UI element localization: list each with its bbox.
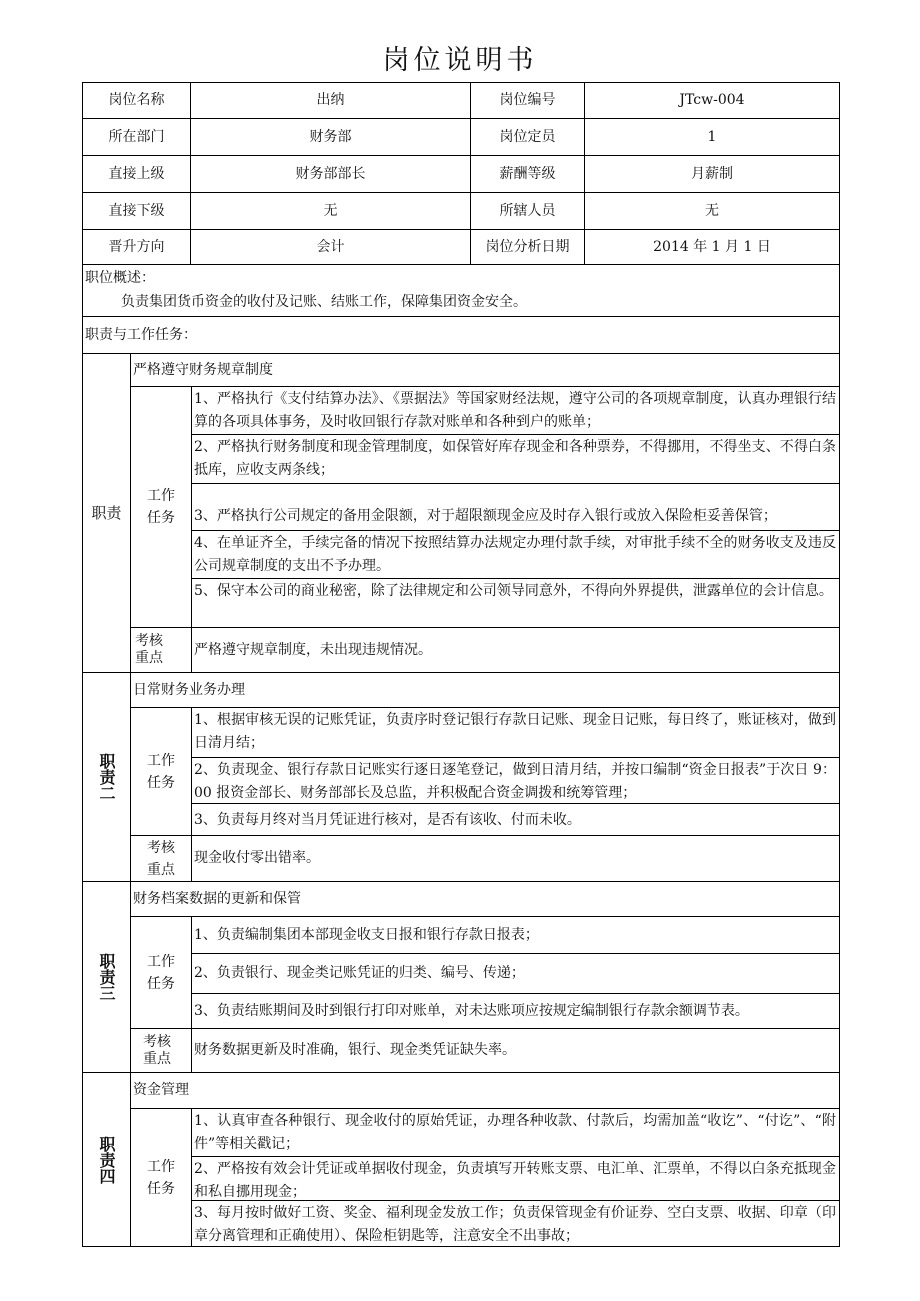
info-label: 岗位分析日期 <box>471 230 585 265</box>
kpi-label-line: 考核 <box>147 839 175 856</box>
info-value: JTcw-004 <box>585 83 840 119</box>
info-value: 1 <box>585 119 840 156</box>
duty-name-text: 职责三 <box>97 953 116 1001</box>
duties-label: 职责与工作任务： <box>83 317 840 354</box>
kpi-label-line: 考核 <box>143 1033 171 1050</box>
kpi-label-line: 重点 <box>135 650 163 666</box>
work-label-line: 任务 <box>147 1180 175 1197</box>
info-label: 岗位名称 <box>83 83 191 119</box>
task-item: 1、根据审核无误的记账凭证，负责序时登记银行存款日记账、现金日记账，每日终了，账证核对，做到日清月结； <box>192 708 840 758</box>
task-item: 4、在单证齐全，手续完备的情况下按照结算办法规定办理付款手续，对审批手续不全的财务收支及违反公司规章制度的支出不予办理。 <box>192 531 840 579</box>
info-value: 月薪制 <box>585 156 840 193</box>
work-label-line: 工作 <box>147 488 175 504</box>
work-label-line: 任务 <box>147 774 175 791</box>
task-item <box>192 484 840 531</box>
info-value: 出纳 <box>191 83 471 119</box>
work-label-line: 任务 <box>147 510 175 526</box>
info-label: 晋升方向 <box>83 230 191 265</box>
task-text: 3、负责每月终对当月凭证进行核对，是否有该收、付而未收。 <box>194 811 581 828</box>
task-item: 2、严格按有效会计凭证或单据收付现金，负责填写开转账支票、电汇单、汇票单，不得以白条充抵现金和私自挪用现金； <box>192 1157 840 1201</box>
duty-heading: 日常财务业务办理 <box>131 673 840 708</box>
work-task-label <box>131 708 192 836</box>
info-value: 无 <box>191 193 471 230</box>
task-item: 1、认真审查各种银行、现金收付的原始凭证，办理各种收款、付款后，均需加盖“收讫”、“付讫”、“附件”等相关戳记； <box>192 1109 840 1157</box>
kpi-text: 现金收付零出错率。 <box>192 836 840 882</box>
info-value: 财务部 <box>191 119 471 156</box>
work-task-label <box>131 917 192 1029</box>
duty-name <box>83 1073 131 1247</box>
info-label: 直接上级 <box>83 156 191 193</box>
info-value: 无 <box>585 193 840 230</box>
kpi-label <box>131 628 192 673</box>
task-item: 3、负责结账期间及时到银行打印对账单，对未达账项应按规定编制银行存款余额调节表。 <box>192 994 840 1029</box>
task-item: 3、每月按时做好工资、奖金、福利现金发放工作；负责保管现金有价证券、空白支票、收据、印章（印章分离管理和正确使用）、保险柜钥匙等，注意安全不出事故； <box>192 1201 840 1247</box>
work-label-line: 工作 <box>147 953 175 970</box>
kpi-label-line: 重点 <box>147 861 175 878</box>
duty-heading: 严格遵守财务规章制度 <box>131 354 840 387</box>
info-label: 岗位编号 <box>471 83 585 119</box>
task-item: 1、严格执行《支付结算办法》、《票据法》等国家财经法规，遵守公司的各项规章制度，认真办理银行结算的各项具体事务，及时收回银行存款对账单和各种到户的账单； <box>192 387 840 435</box>
overview-text: 负责集团货币资金的收付及记账、结账工作，保障集团资金安全。 <box>121 294 527 310</box>
kpi-text: 财务数据更新及时准确，银行、现金类凭证缺失率。 <box>192 1029 840 1073</box>
info-label: 薪酬等级 <box>471 156 585 193</box>
overview-label: 职位概述： <box>85 270 155 286</box>
task-item: 2、负责银行、现金类记账凭证的归类、编号、传递； <box>192 954 840 994</box>
info-value: 2014 年 1 月 1 日 <box>585 230 840 265</box>
kpi-label-line: 考核 <box>135 633 163 649</box>
info-label: 岗位定员 <box>471 119 585 156</box>
kpi-text: 严格遵守规章制度，未出现违规情况。 <box>192 628 840 673</box>
duty-name-text: 职责二 <box>97 753 116 801</box>
duty-name <box>83 673 131 882</box>
info-value: 财务部部长 <box>191 156 471 193</box>
task-item: 2、负责现金、银行存款日记账实行逐日逐笔登记，做到日清月结，并按口编制“资金日报表”于次日 9：00 报资金部长、财务部部长及总监，并积极配合资金调拨和统筹管理； <box>192 758 840 804</box>
duty-heading: 财务档案数据的更新和保管 <box>131 882 840 917</box>
kpi-label <box>131 1029 192 1073</box>
info-label: 直接下级 <box>83 193 191 230</box>
page-title: 岗位说明书 <box>382 45 538 76</box>
overview-section <box>83 265 840 317</box>
info-label: 所在部门 <box>83 119 191 156</box>
kpi-label <box>131 836 192 882</box>
work-label-line: 工作 <box>147 1158 175 1175</box>
task-item: 2、严格执行财务制度和现金管理制度，如保管好库存现金和各种票券，不得挪用，不得坐支、不得白条抵库，应收支两条线； <box>192 435 840 484</box>
task-item <box>192 804 840 836</box>
duty-name-text: 职责四 <box>97 1135 116 1184</box>
duty-name: 职责 <box>83 354 131 673</box>
work-task-label <box>131 1109 192 1247</box>
duty-heading: 资金管理 <box>131 1073 840 1109</box>
info-label: 所辖人员 <box>471 193 585 230</box>
task-item: 1、负责编制集团本部现金收支日报和银行存款日报表； <box>192 917 840 954</box>
task-text: 3、严格执行公司规定的备用金限额，对于超限额现金应及时存入银行或放入保险柜妥善保管； <box>194 508 777 524</box>
info-value: 会计 <box>191 230 471 265</box>
kpi-label-line: 重点 <box>143 1050 171 1067</box>
work-label-line: 任务 <box>147 975 175 992</box>
job-description-table <box>82 82 840 1247</box>
work-task-label <box>131 387 192 628</box>
duty-name <box>83 882 131 1073</box>
task-item: 5、保守本公司的商业秘密，除了法律规定和公司领导同意外，不得向外界提供，泄露单位的会计信息。 <box>192 579 840 628</box>
work-label-line: 工作 <box>147 752 175 769</box>
